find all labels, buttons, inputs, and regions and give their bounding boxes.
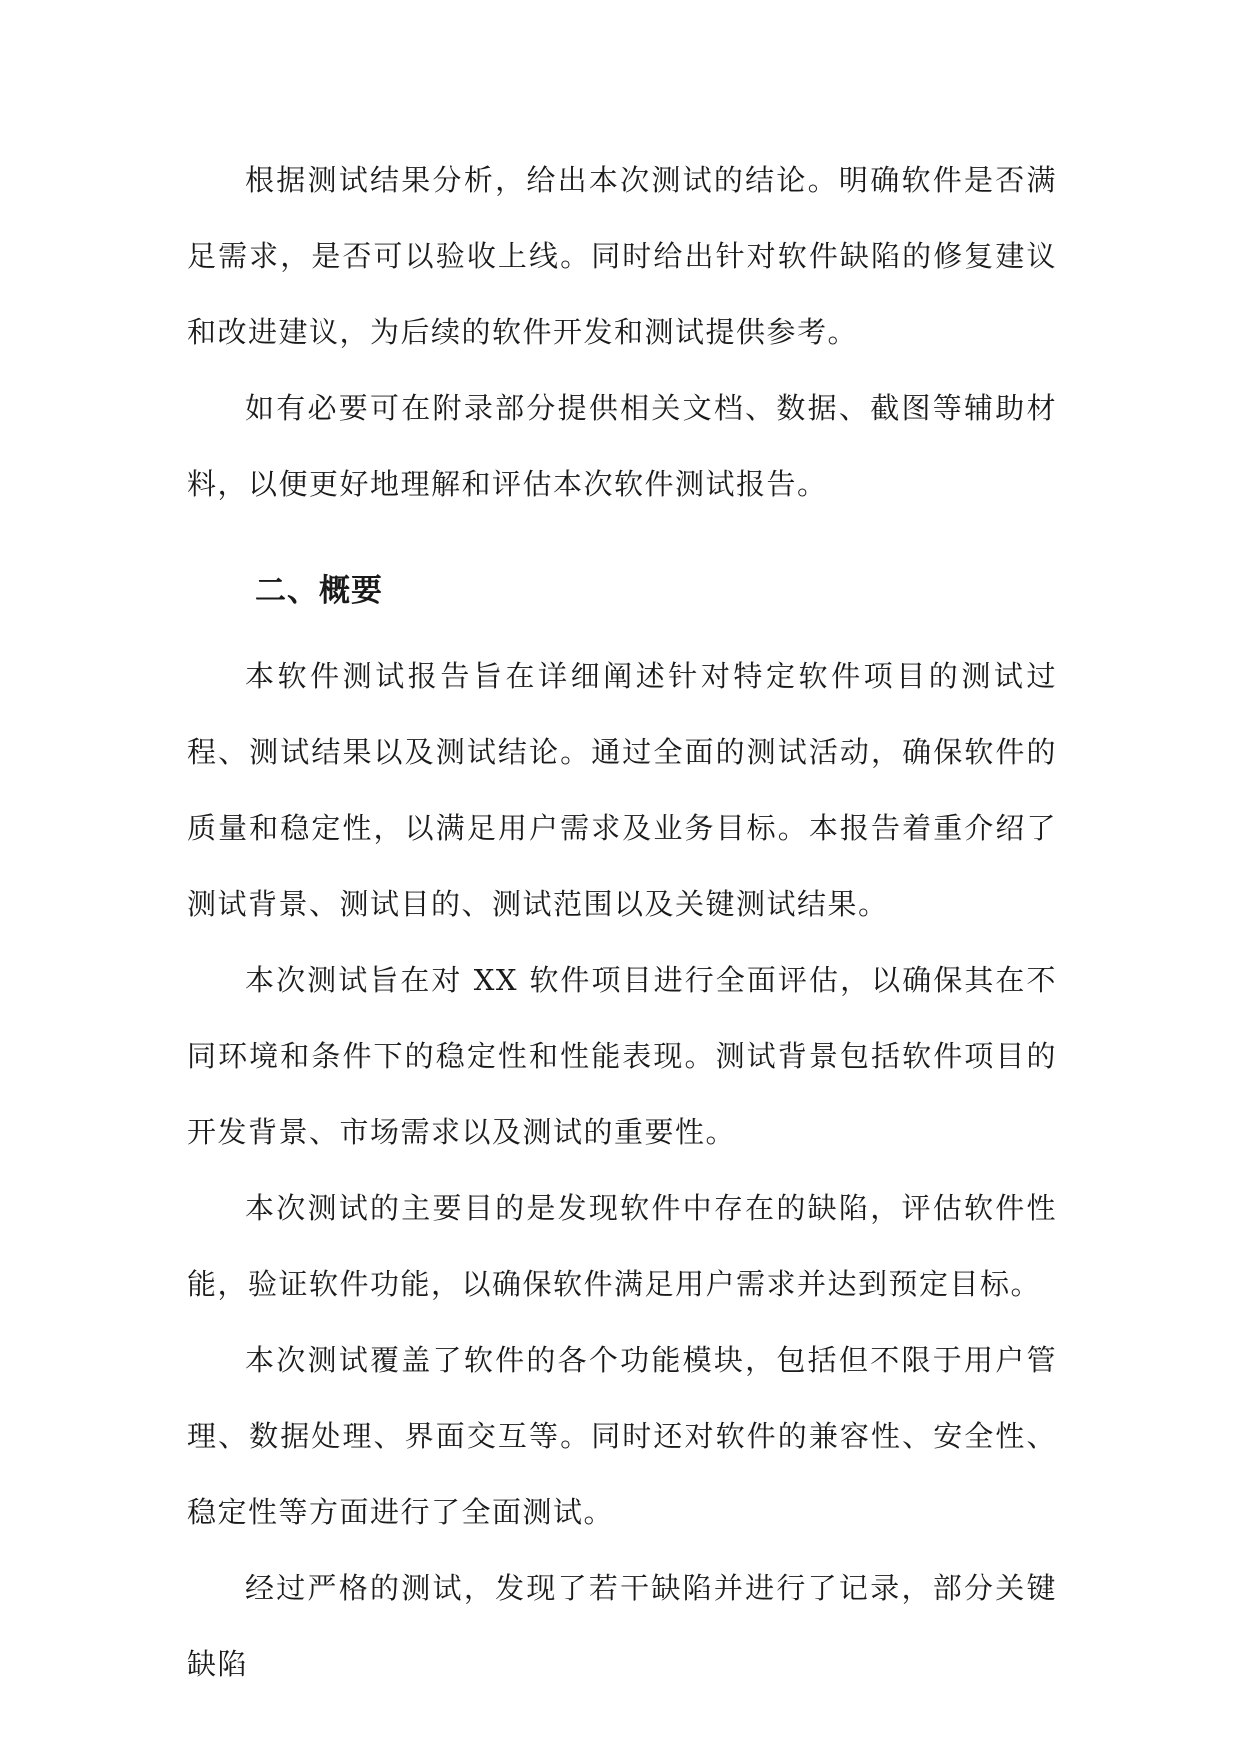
paragraph-report-purpose: 本软件测试报告旨在详细阐述针对特定软件项目的测试过程、测试结果以及测试结论。通过全面的测试活动，确保软件的质量和稳定性，以满足用户需求及业务目标。本报告着重介绍了测试背景、测试目的、测试范围以及关键测试结果。	[187, 659, 1057, 921]
paragraph-test-results: 经过严格的测试，发现了若干缺陷并进行了记录，部分关键缺陷	[187, 1571, 1057, 1681]
document-body	[187, 142, 1057, 1702]
section-heading-overview: 二、概要	[255, 573, 383, 609]
paragraph-test-scope: 本次测试覆盖了软件的各个功能模块，包括但不限于用户管理、数据处理、界面交互等。同时还对软件的兼容性、安全性、稳定性等方面进行了全面测试。	[187, 1343, 1057, 1529]
paragraph-appendix: 如有必要可在附录部分提供相关文档、数据、截图等辅助材料，以便更好地理解和评估本次软件测试报告。	[187, 391, 1057, 501]
paragraph-test-background: 本次测试旨在对 XX 软件项目进行全面评估，以确保其在不同环境和条件下的稳定性和性能表现。测试背景包括软件项目的开发背景、市场需求以及测试的重要性。	[187, 963, 1057, 1149]
paragraph-conclusion: 根据测试结果分析，给出本次测试的结论。明确软件是否满足需求，是否可以验收上线。同时给出针对软件缺陷的修复建议和改进建议，为后续的软件开发和测试提供参考。	[187, 163, 1057, 349]
paragraph-test-objective: 本次测试的主要目的是发现软件中存在的缺陷，评估软件性能，验证软件功能，以确保软件满足用户需求并达到预定目标。	[187, 1191, 1057, 1301]
